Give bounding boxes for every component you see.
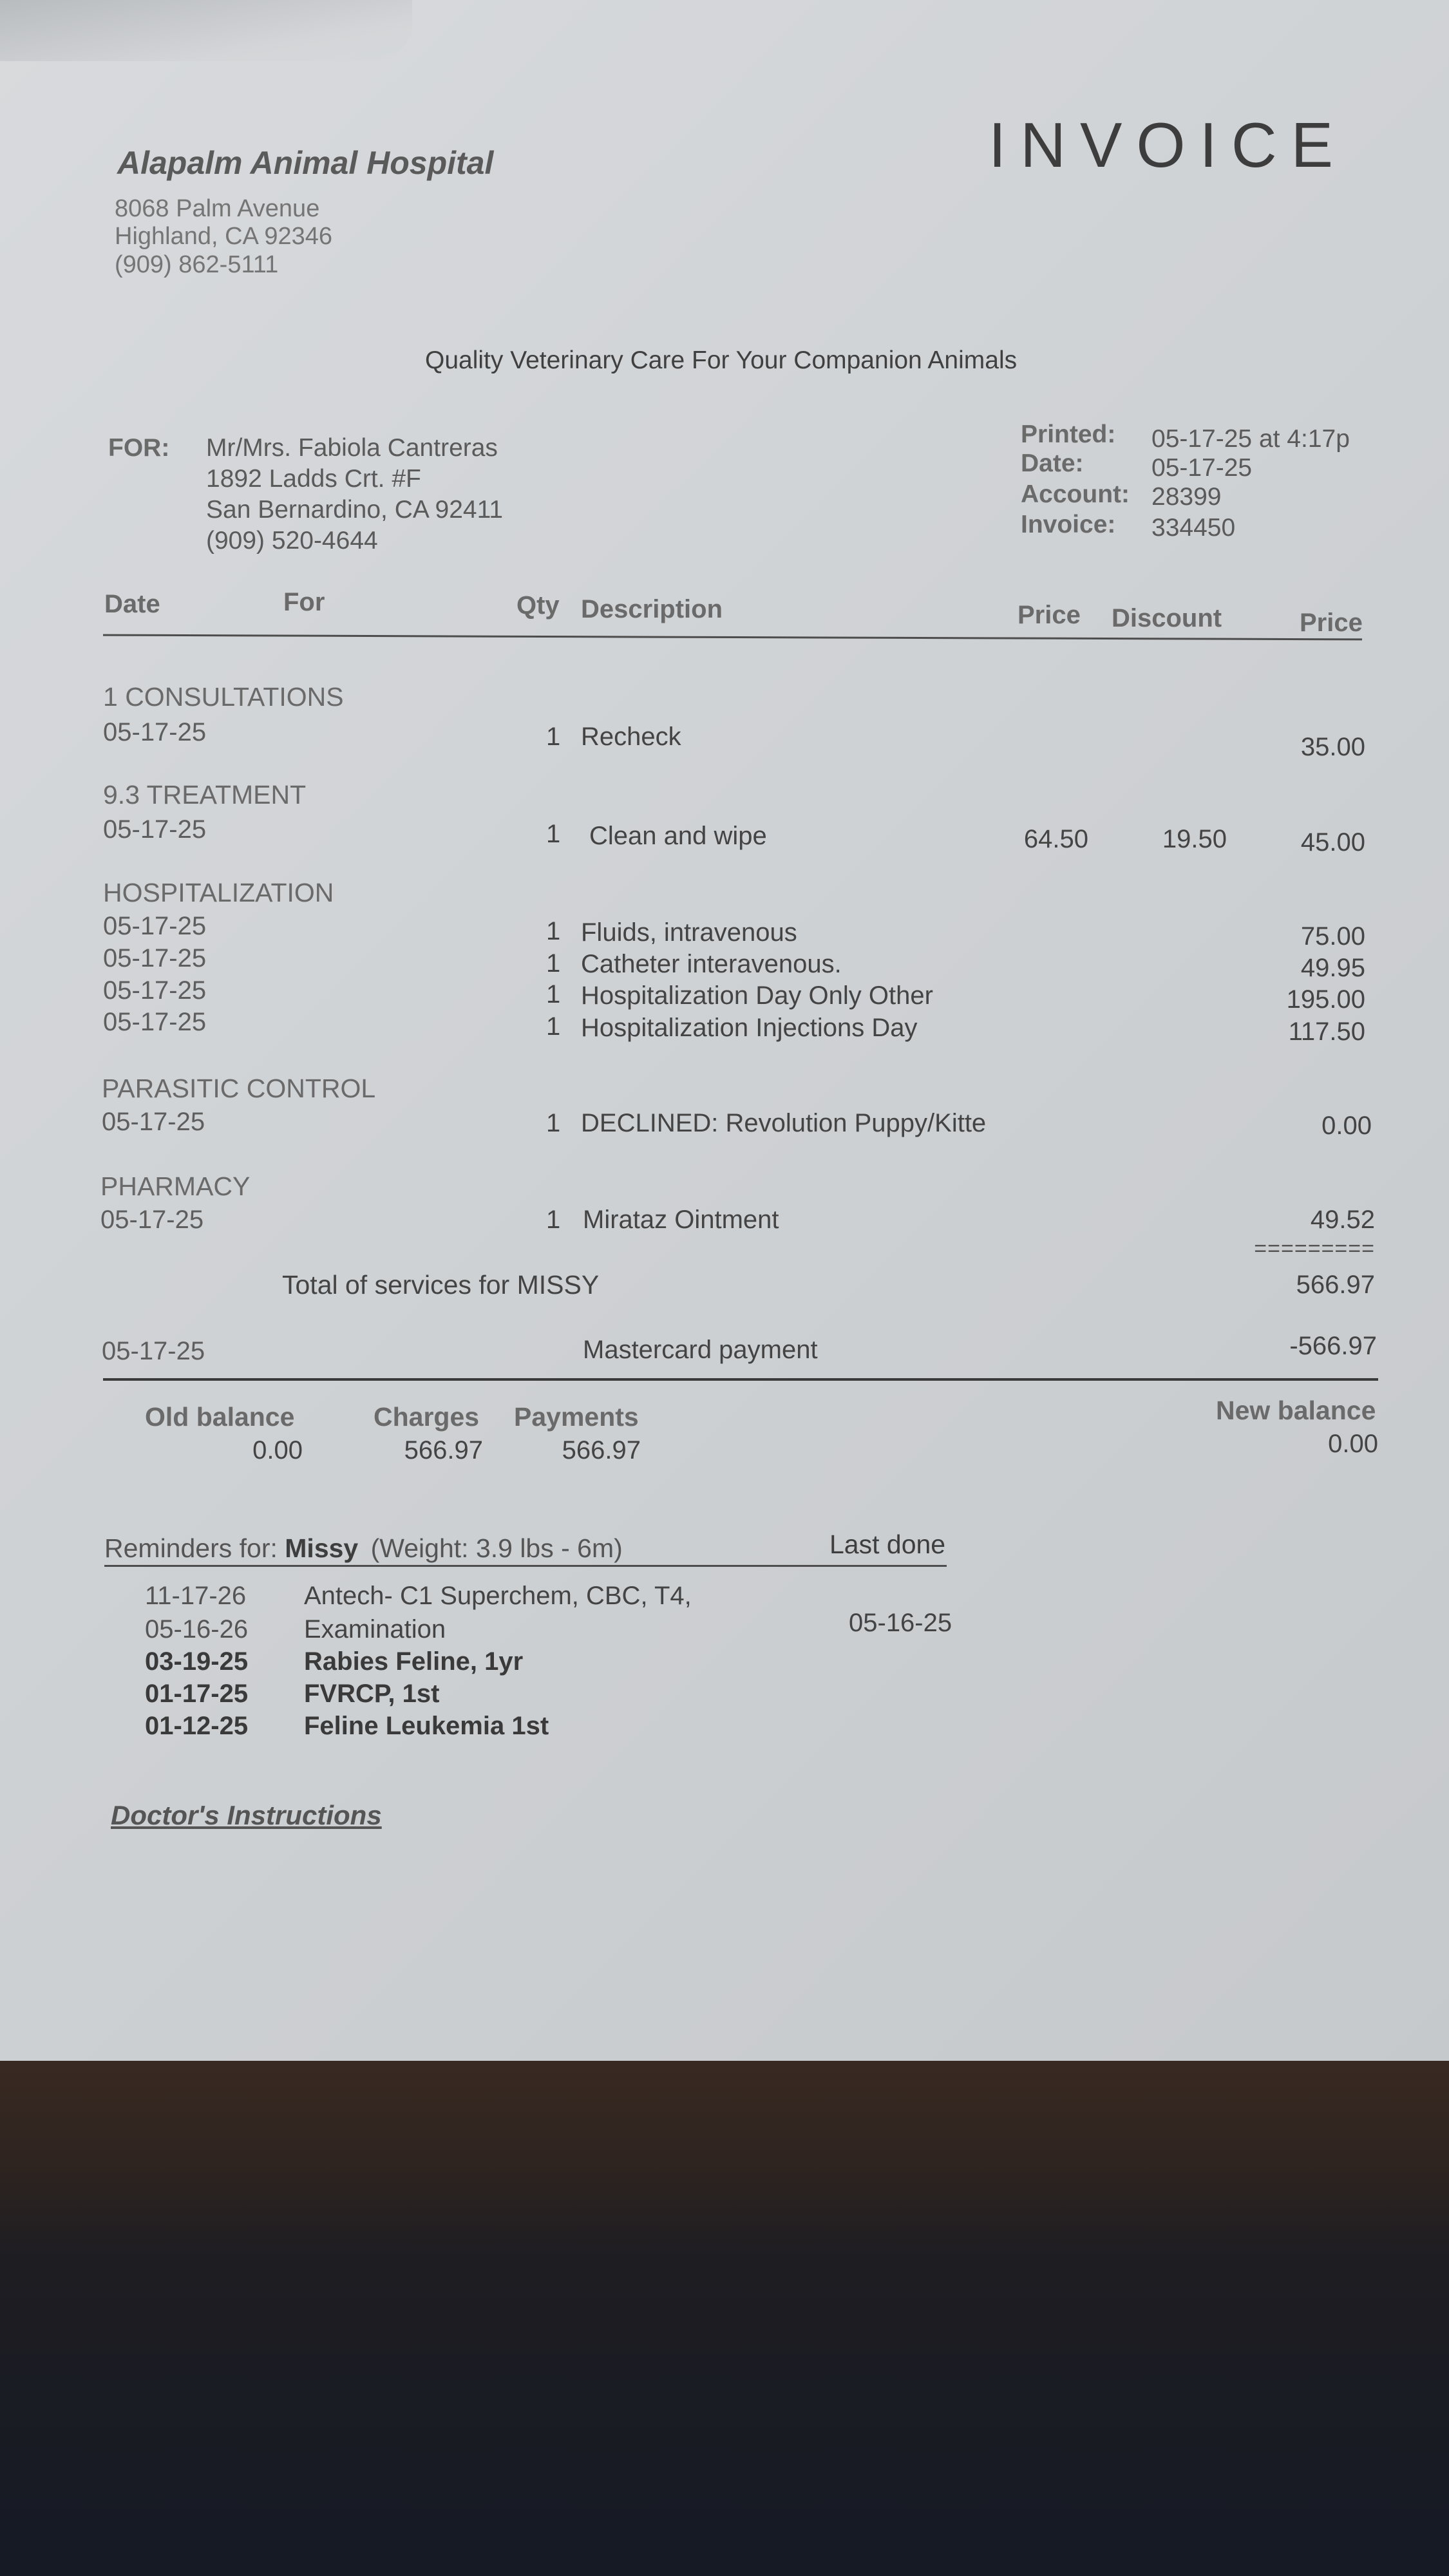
account-value: 28399 [1151,483,1222,511]
col-date: Date [104,590,160,618]
clinic-phone: (909) 862-5111 [115,251,279,278]
reminders-heading [104,1535,623,1562]
line-description: DECLINED: Revolution Puppy/Kitte [581,1109,987,1137]
line-date: 05-17-25 [103,1008,207,1036]
line-qty: 1 [546,1206,561,1234]
line-qty: 1 [546,1012,561,1041]
reminders-pet-name: Missy [285,1533,359,1563]
reminders-label: Reminders for: [104,1533,278,1563]
line-description: Clean and wipe [589,822,767,850]
line-date: 05-17-25 [103,976,207,1005]
payment-description: Mastercard payment [583,1336,818,1364]
client-phone: (909) 520-4644 [206,527,378,554]
reminders-weight: (Weight: 3.9 lbs - 6m) [370,1533,623,1563]
line-total: 75.00 [1300,922,1365,951]
section-title: HOSPITALIZATION [103,878,334,907]
reminder-date: 01-12-25 [145,1712,249,1740]
line-qty: 1 [546,980,561,1009]
reminder-date: 05-16-26 [145,1615,249,1643]
line-total: 45.00 [1300,828,1365,857]
line-date: 05-17-25 [102,1108,205,1136]
clinic-name: Alapalm Animal Hospital [117,145,494,181]
total-services-label: Total of services for MISSY [282,1270,600,1300]
line-qty: 1 [546,949,561,978]
account-label: Account: [1021,480,1130,508]
reminder-description: Examination [304,1615,446,1643]
reminder-date: 01-17-25 [145,1680,249,1708]
col-for: For [283,588,325,616]
line-qty: 1 [546,723,561,751]
line-description: Mirataz Ointment [583,1206,779,1234]
section-title: 9.3 TREATMENT [103,780,307,810]
section-title: PARASITIC CONTROL [102,1074,376,1103]
col-price: Price [1018,601,1081,629]
line-price: 64.50 [1023,825,1088,853]
client-city: San Bernardino, CA 92411 [206,496,504,524]
invoice-number-value: 334450 [1151,514,1236,542]
line-qty: 1 [546,1109,561,1137]
total-services-amount: 566.97 [1296,1271,1375,1299]
line-total: 49.52 [1310,1206,1375,1234]
col-qty: Qty [516,591,560,620]
line-total: 117.50 [1288,1018,1365,1046]
clinic-address-line2: Highland, CA 92346 [115,223,333,250]
folded-corner [0,0,412,61]
reminder-description: Antech- C1 Superchem, CBC, T4, [304,1582,692,1610]
section-title: 1 CONSULTATIONS [103,682,344,712]
reminder-date: 03-19-25 [145,1647,249,1676]
table-surface [0,2048,1449,2576]
reminder-description: FVRCP, 1st [304,1680,440,1708]
line-description: Recheck [581,723,681,751]
line-discount: 19.50 [1162,825,1227,853]
tagline: Quality Veterinary Care For Your Companion Animals [425,346,1018,374]
for-label: FOR: [108,434,170,462]
printed-label: Printed: [1021,421,1116,448]
line-qty: 1 [546,820,561,848]
col-total-price: Price [1300,609,1363,637]
line-total: 0.00 [1321,1112,1372,1140]
line-total: 35.00 [1300,733,1365,761]
payment-rule [103,1378,1378,1381]
payments-value: 566.97 [562,1436,641,1464]
new-balance-value: 0.00 [1328,1430,1378,1458]
printed-value: 05-17-25 at 4:17p [1151,425,1350,453]
line-qty: 1 [546,917,561,945]
col-discount: Discount [1112,604,1222,632]
line-date: 05-17-25 [100,1206,204,1234]
reminder-description: Rabies Feline, 1yr [304,1647,524,1676]
clinic-address-line1: 8068 Palm Avenue [115,195,320,222]
line-date: 05-17-25 [103,944,207,972]
line-date: 05-17-25 [103,815,207,844]
reminder-description: Feline Leukemia 1st [304,1712,549,1740]
payment-amount: -566.97 [1289,1332,1377,1360]
last-done-label: Last done [829,1530,946,1559]
date-value: 05-17-25 [1151,454,1253,482]
section-title: PHARMACY [100,1171,251,1201]
invoice-number-label: Invoice: [1021,511,1116,538]
header-rule [103,634,1362,641]
reminder-last-done: 05-16-25 [849,1609,952,1637]
line-total: 195.00 [1286,985,1365,1014]
total-equals-line: ========= [1254,1236,1375,1261]
charges-value: 566.97 [404,1436,483,1464]
invoice-title: INVOICE [989,109,1347,180]
line-description: Hospitalization Injections Day [581,1014,918,1042]
reminder-date: 11-17-26 [145,1582,247,1610]
payment-date: 05-17-25 [102,1337,205,1365]
doctors-instructions-heading: Doctor's Instructions [111,1800,382,1830]
client-street: 1892 Ladds Crt. #F [206,465,421,493]
old-balance-label: Old balance [145,1402,295,1432]
old-balance-value: 0.00 [252,1436,303,1464]
client-name: Mr/Mrs. Fabiola Cantreras [206,434,498,462]
line-description: Catheter interavenous. [581,950,842,978]
line-date: 05-17-25 [103,718,207,746]
new-balance-label: New balance [1216,1396,1376,1425]
line-total: 49.95 [1300,954,1365,982]
payments-label: Payments [514,1402,639,1432]
charges-label: Charges [374,1402,480,1432]
date-label: Date: [1021,450,1084,477]
line-date: 05-17-25 [103,912,207,940]
line-description: Fluids, intravenous [581,918,797,947]
reminders-rule [104,1565,947,1567]
col-description: Description [581,595,723,623]
line-description: Hospitalization Day Only Other [581,981,933,1010]
